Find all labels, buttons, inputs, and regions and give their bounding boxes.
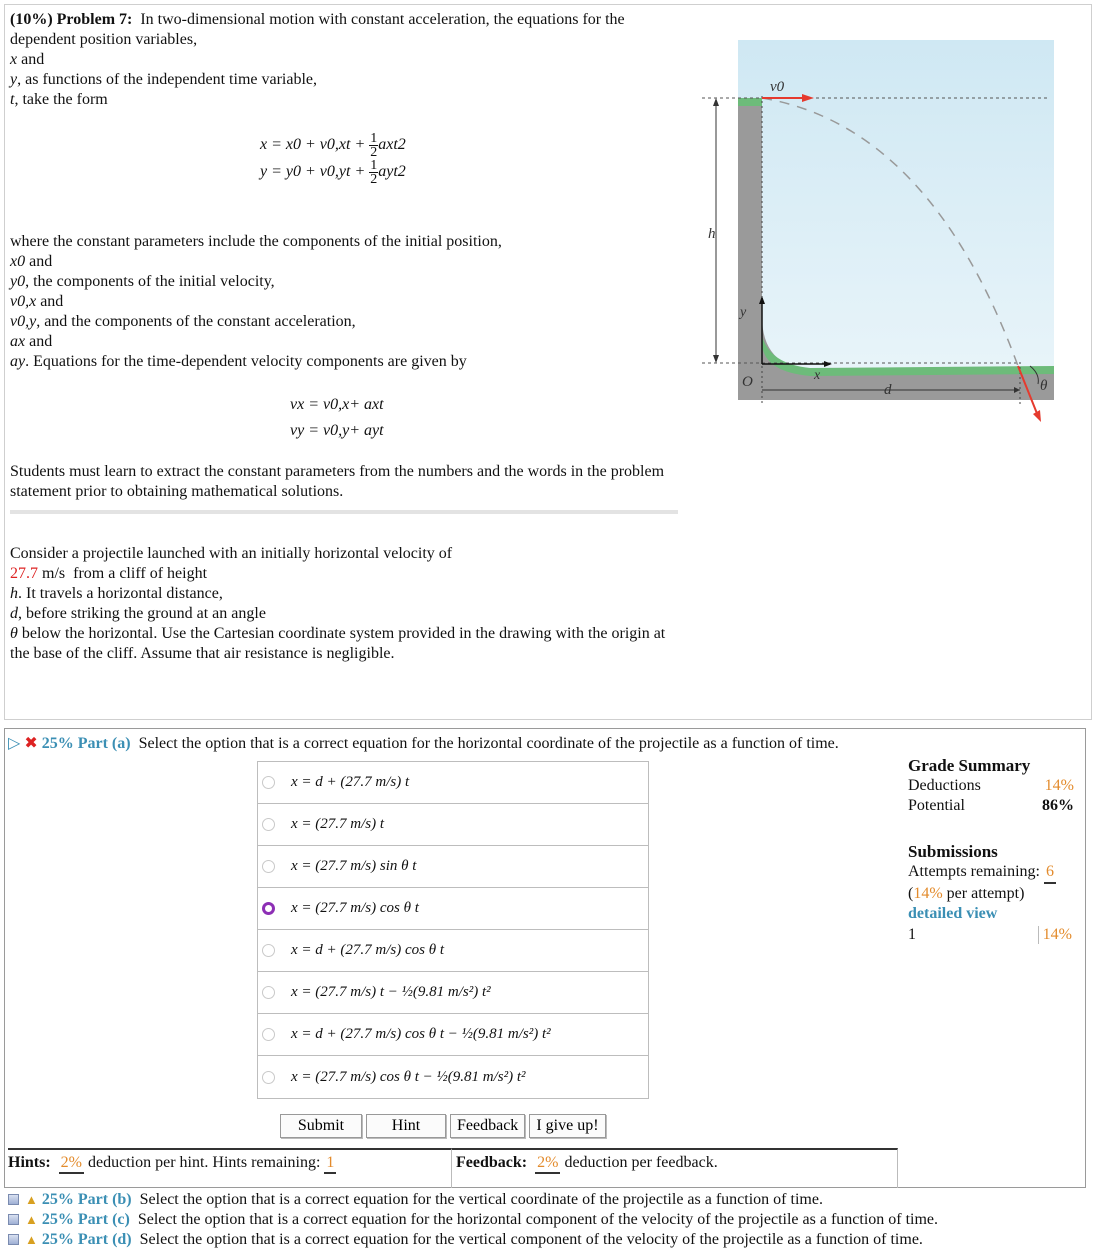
other-parts <box>8 1190 938 1250</box>
radio-button[interactable] <box>262 944 275 957</box>
radio-button[interactable] <box>262 1071 275 1084</box>
scenario-text: Consider a projectile launched with an initially horizontal velocity of 27.7 m/s from a cliff of height h. It travels a horizontal distance, d, before striking the ground at an angle θ below the horizontal. Use the Cartesian coordinate system provided in the drawing with the origin at the base of the cliff. Assume that air resistance is negligible. <box>10 545 666 662</box>
part-c-row[interactable]: ▲ 25% Part (c) Select the option that is a correct equation for the horizontal component of the velocity of the projectile as a function of time. <box>8 1210 938 1230</box>
action-buttons <box>280 1114 610 1138</box>
and-text: and <box>21 51 45 68</box>
hint-button[interactable]: Hint <box>366 1114 446 1138</box>
radio-button[interactable] <box>262 860 275 873</box>
velocity-equations <box>290 392 384 444</box>
submission-row: 1 14% <box>908 926 1072 943</box>
potential-value: 86% <box>1042 797 1074 814</box>
grade-summary: Grade Summary Deductions 14% Potential 86% <box>908 756 1074 814</box>
position-equations <box>260 132 406 186</box>
label-y: y <box>740 305 747 320</box>
projectile-diagram <box>700 36 1060 426</box>
radio-button[interactable] <box>262 1028 275 1041</box>
option-row[interactable]: x = d + (27.7 m/s) t <box>258 762 648 804</box>
option-row[interactable]: x = (27.7 m/s) t <box>258 804 648 846</box>
option-row[interactable]: x = d + (27.7 m/s) cos θ t − ½(9.81 m/s²) t² <box>258 1014 648 1056</box>
intro-text: In two-dimensional motion with constant acceleration, the equations for the dependent position variables, <box>10 11 625 48</box>
radio-button[interactable] <box>262 776 275 789</box>
var-x: x <box>10 51 18 68</box>
section-divider <box>10 510 678 514</box>
label-h: h <box>708 226 716 242</box>
answer-options <box>257 761 649 1099</box>
var-y: y <box>10 71 18 88</box>
expand-triangle-icon[interactable]: ▷ <box>8 735 21 752</box>
option-row[interactable]: x = d + (27.7 m/s) cos θ t <box>258 930 648 972</box>
option-row[interactable]: x = (27.7 m/s) cos θ t − ½(9.81 m/s²) t² <box>258 1056 648 1098</box>
give-up-button[interactable]: I give up! <box>529 1114 605 1138</box>
problem-statement <box>10 10 670 110</box>
warning-icon: ▲ <box>25 1232 38 1247</box>
expand-box-icon <box>8 1194 19 1205</box>
equation-vx: vx = v0,x+ axt <box>290 396 384 413</box>
equation-vy: vy = v0,y+ ayt <box>290 422 384 439</box>
option-row[interactable]: x = (27.7 m/s) t − ½(9.81 m/s²) t² <box>258 972 648 1014</box>
students-note: Students must learn to extract the constant parameters from the numbers and the words in the problem statement prior to obtaining mathematical solutions. <box>10 463 665 500</box>
problem-label: Problem 7: <box>56 11 133 28</box>
expand-box-icon <box>8 1234 19 1245</box>
submissions-summary: Submissions Attempts remaining: 6 (14% per attempt) detailed view <box>908 842 1074 924</box>
intro-text-2: , as functions of the independent time variable, <box>17 71 318 88</box>
label-x: x <box>814 368 821 383</box>
parameters-text: where the constant parameters include the components of the initial position, x0 and y0, the components of the initial velocity, v0,x and v0,y, and the components of the constant acceleration, ax and ay. Equations for the time-dependent velocity components are given by <box>10 233 502 370</box>
option-row[interactable]: x = (27.7 m/s) sin θ t <box>258 846 648 888</box>
label-d: d <box>884 382 892 398</box>
label-theta: θ <box>1040 378 1048 394</box>
hints-bar: Hints: 2% deduction per hint. Hints remaining: 1 <box>8 1148 452 1188</box>
submit-button[interactable]: Submit <box>280 1114 362 1138</box>
part-a-title: Part (a) <box>77 735 131 752</box>
sky-background <box>738 40 1054 400</box>
part-a-prompt: Select the option that is a correct equation for the horizontal coordinate of the projectile as a function of time. <box>138 735 839 752</box>
expand-box-icon <box>8 1214 19 1225</box>
intro-text-3: , take the form <box>14 91 108 108</box>
deductions-value: 14% <box>1044 777 1074 794</box>
warning-icon: ▲ <box>25 1212 38 1227</box>
feedback-bar: Feedback: 2% deduction per feedback. <box>452 1148 898 1188</box>
part-d-row[interactable]: ▲ 25% Part (d) Select the option that is a correct equation for the vertical component of the velocity of the projectile as a function of time. <box>8 1230 938 1250</box>
equation-y: y = y0 + v0,yt + $\frac{1}{2}$ ayt2 <box>260 158 406 187</box>
cliff-top-grass <box>738 98 762 106</box>
problem-weight: (10%) <box>10 11 53 28</box>
radio-button[interactable] <box>262 986 275 999</box>
incorrect-x-icon: ✖ <box>24 735 38 752</box>
feedback-button[interactable]: Feedback <box>450 1114 525 1138</box>
detailed-view-link[interactable]: detailed view <box>908 905 998 922</box>
part-a-header: ▷ ✖ 25% Part (a) Select the option that is a correct equation for the horizontal coordinate of the projectile as a function of time. <box>8 735 839 752</box>
part-b-row[interactable]: ▲ 25% Part (b) Select the option that is a correct equation for the vertical coordinate of the projectile as a function of time. <box>8 1190 938 1210</box>
radio-button[interactable] <box>262 818 275 831</box>
warning-icon: ▲ <box>25 1192 38 1207</box>
velocity-value: 27.7 <box>10 565 38 582</box>
label-v0: v0 <box>770 79 785 95</box>
var-t: t <box>10 91 15 108</box>
equation-x: x = x0 + v0,xt + $\frac{1}{2}$ axt2 <box>260 131 406 160</box>
radio-button-selected[interactable] <box>262 902 275 915</box>
label-origin: O <box>742 374 753 390</box>
option-row-selected[interactable]: x = (27.7 m/s) cos θ t <box>258 888 648 930</box>
